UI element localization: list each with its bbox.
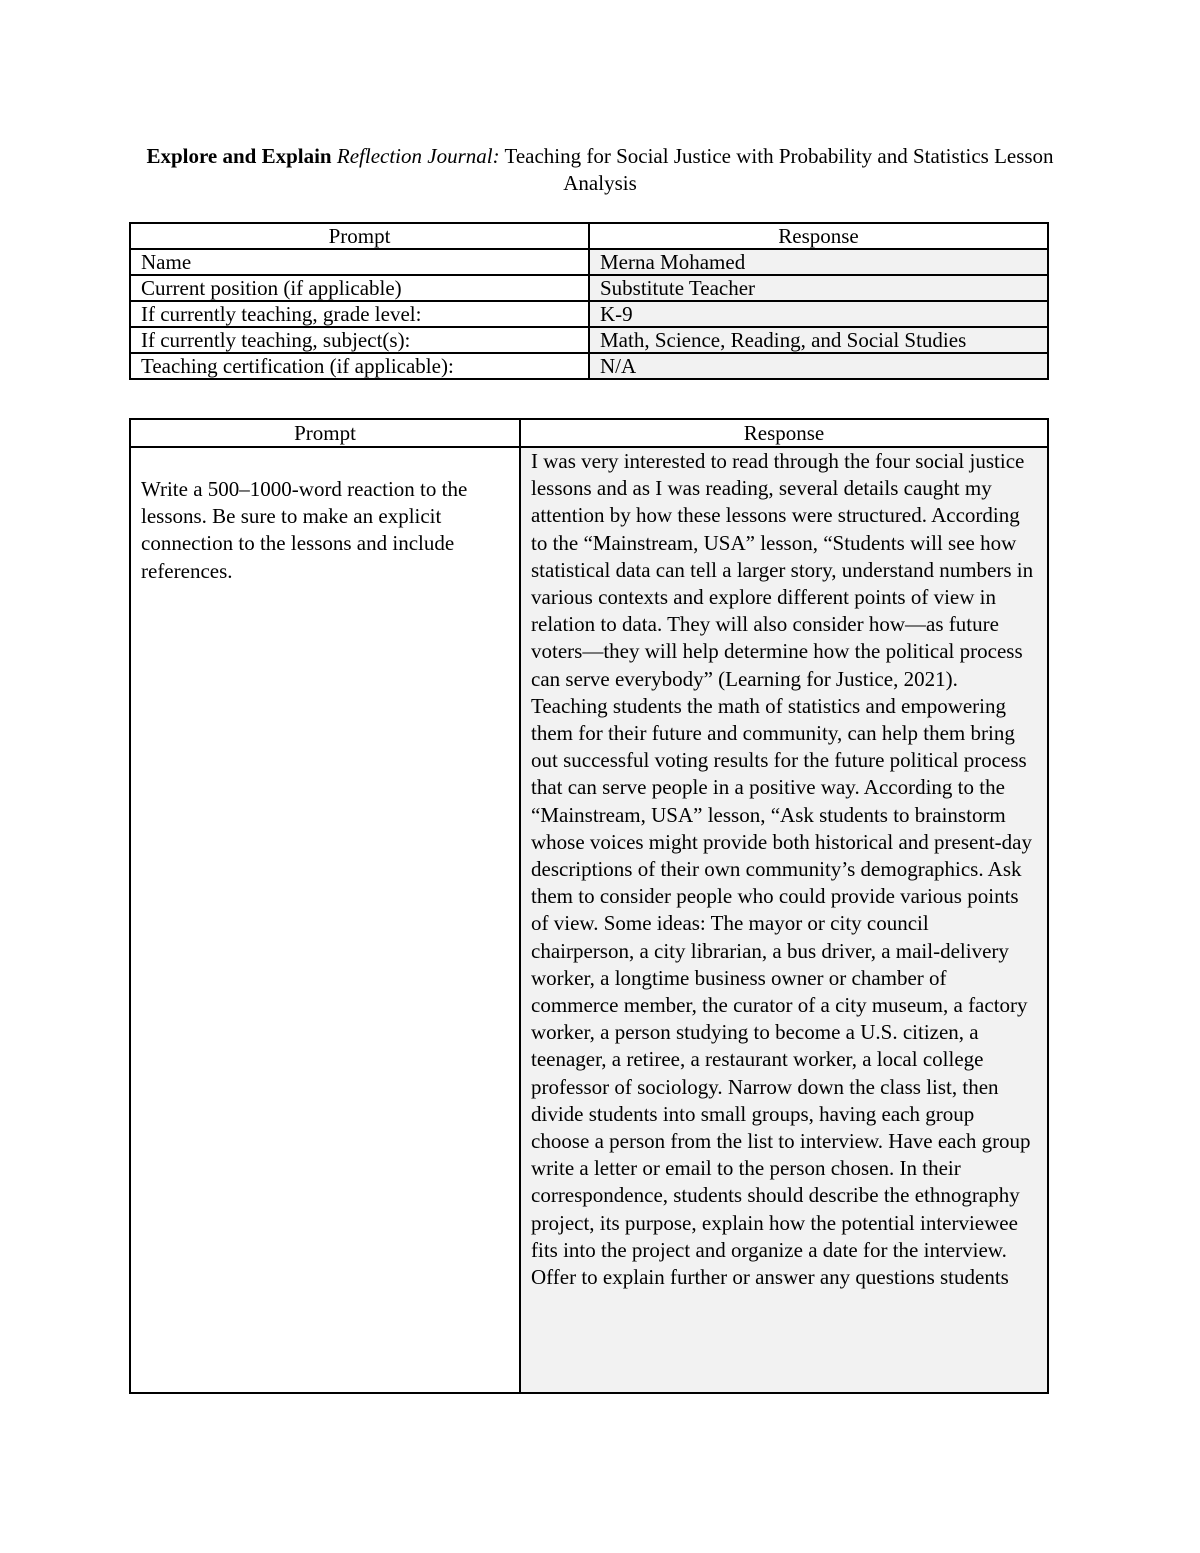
info-prompt-position: Current position (if applicable): [130, 275, 589, 301]
document-title: [130, 143, 1070, 197]
title-italic-part: Reflection Journal:: [336, 144, 500, 168]
analysis-header-prompt: Prompt: [130, 419, 520, 447]
table-row: [130, 249, 1048, 275]
info-prompt-certification: Teaching certification (if applicable):: [130, 353, 589, 379]
info-response-certification: N/A: [589, 353, 1048, 379]
table-row: [130, 301, 1048, 327]
table-row: [130, 447, 1048, 1393]
analysis-prompt-text: Write a 500–1000-word reaction to the lessons. Be sure to make an explicit connection to the lessons and include references.: [130, 447, 520, 1393]
info-response-grade-level: K-9: [589, 301, 1048, 327]
info-prompt-grade-level: If currently teaching, grade level:: [130, 301, 589, 327]
table-row: [130, 353, 1048, 379]
info-header-response: Response: [589, 223, 1048, 249]
table-row: [130, 275, 1048, 301]
title-plain-part: Teaching for Social Justice with Probability and Statistics Lesson Analysis: [504, 144, 1054, 195]
info-response-name: Merna Mohamed: [589, 249, 1048, 275]
info-response-position: Substitute Teacher: [589, 275, 1048, 301]
analysis-response-cell: [520, 447, 1048, 1393]
info-table-header-row: [130, 223, 1048, 249]
info-prompt-name: Name: [130, 249, 589, 275]
title-bold-part: Explore and Explain: [146, 144, 332, 168]
info-response-subjects: Math, Science, Reading, and Social Studies: [589, 327, 1048, 353]
table-row: [130, 327, 1048, 353]
analysis-response-text: I was very interested to read through the four social justice lessons and as I was reading, several details caught my attention by how these lessons were structured. According to the “Mainstream, USA” lesson, “Students will see how statistical data can tell a larger story, understand numbers in various contexts and explore different points of view in relation to data. They will also consider how—as future voters—they will help determine how the political process can serve everybody” (Learning for Justice, 2021). Teaching students the math of statistics and empowering them for their future and community, can help them bring out successful voting results for the future political process that can serve people in a positive way. According to the “Mainstream, USA” lesson, “Ask students to brainstorm whose voices might provide both historical and present-day descriptions of their own community’s demographics. Ask them to consider people who could provide various points of view. Some ideas: The mayor or city council chairperson, a city librarian, a bus driver, a mail-delivery worker, a longtime business owner or chamber of commerce member, the curator of a city museum, a factory worker, a person studying to become a U.S. citizen, a teenager, a retiree, a restaurant worker, a local college professor of sociology. Narrow down the class list, then divide students into small groups, having each group choose a person from the list to interview. Have each group write a letter or email to the person chosen. In their correspondence, students should describe the ethnography project, its purpose, explain how the potential interviewee fits into the project and organize a date for the interview. Offer to explain further or answer any questions students: [531, 449, 1034, 1290]
analysis-table: [129, 418, 1049, 1394]
info-table: [129, 222, 1049, 380]
info-header-prompt: Prompt: [130, 223, 589, 249]
analysis-header-response: Response: [520, 419, 1048, 447]
analysis-table-header-row: [130, 419, 1048, 447]
info-prompt-subjects: If currently teaching, subject(s):: [130, 327, 589, 353]
